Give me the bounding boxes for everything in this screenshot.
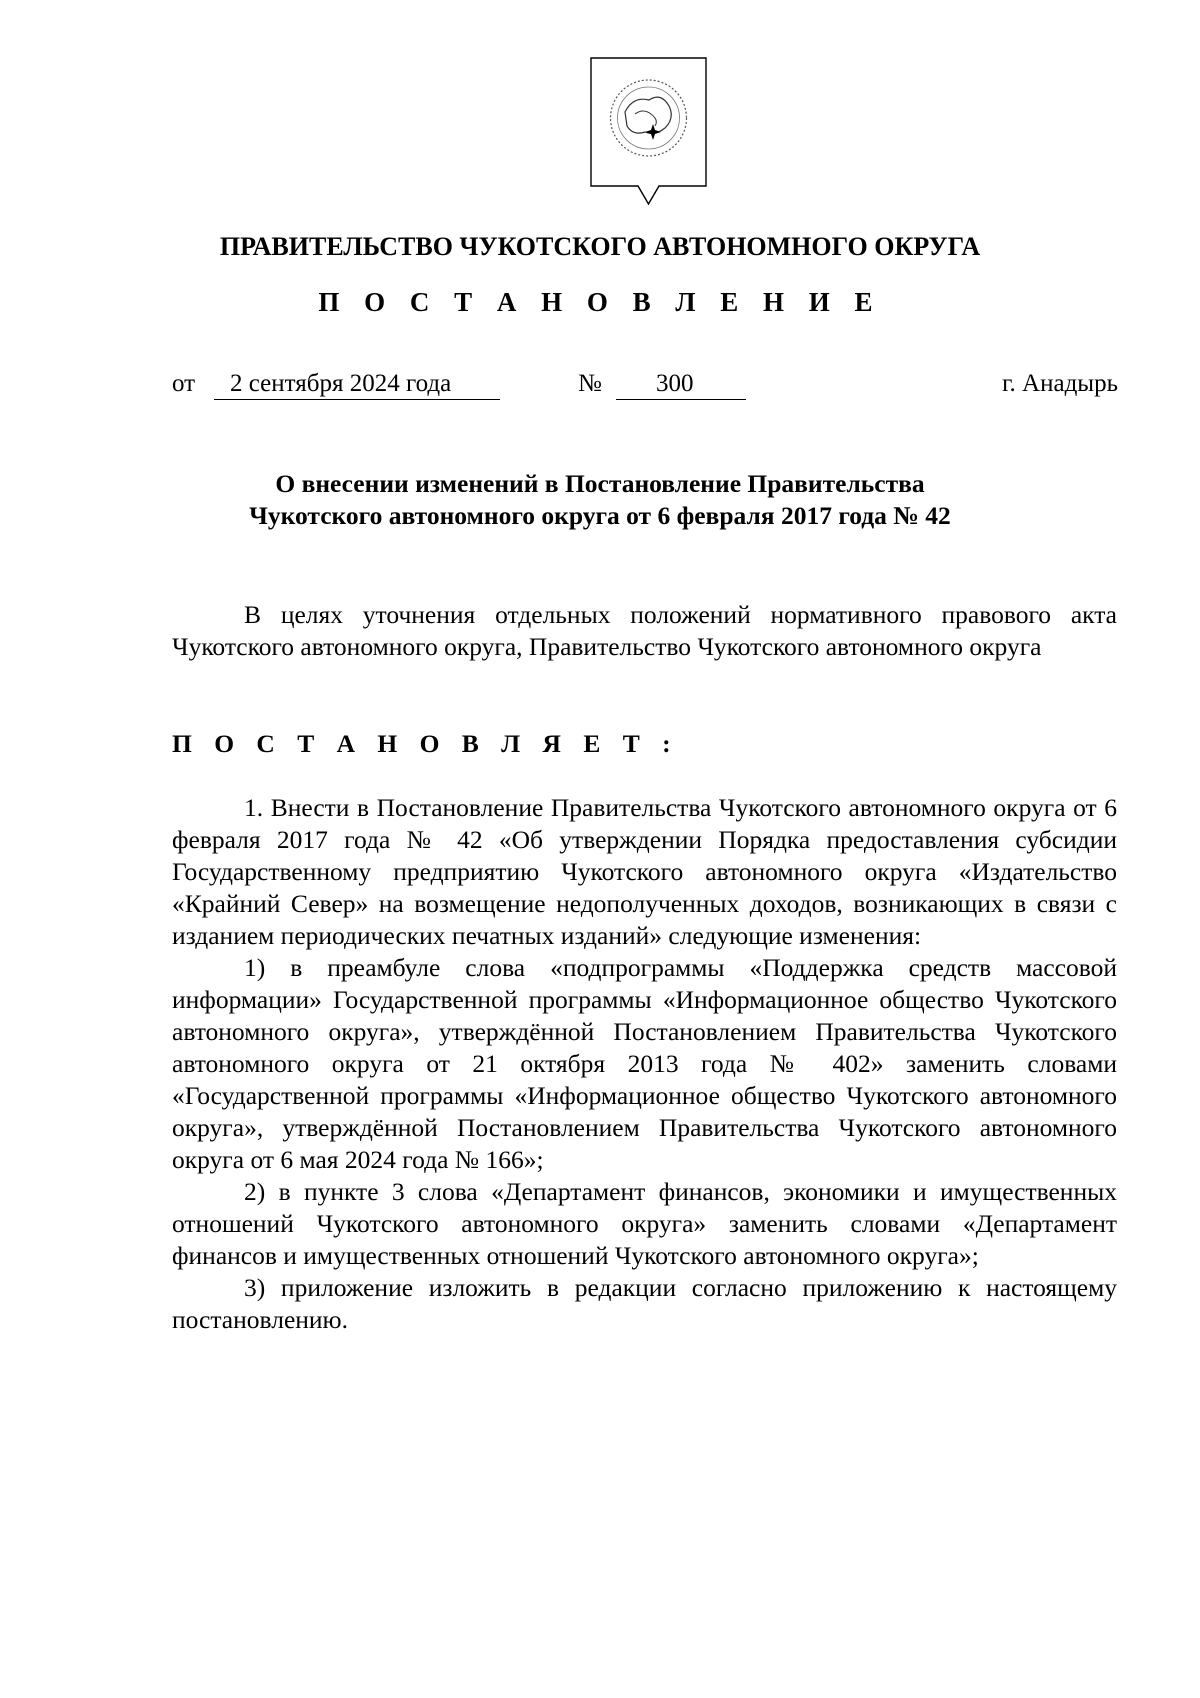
date-prefix-label: от [172,370,196,397]
item-paragraph: 1) в преамбуле слова «подпрограммы «Поддержка средств массовой информации» Государственной программы «Информационное общество Чукотского автономного округа», утверждённой Постановлением Правительства Чукотского автономного округа от 21 октября 2013 года № 402» заменить словами «Государственной программы «Информационное общество Чукотского автономного округа», утверждённой Постановлением Правительства Чукотского автономного округа от 6 мая 2024 года № 166»; [172,953,1117,1174]
item-paragraph: 1. Внести в Постановление Правительства Чукотского автономного округа от 6 февраля 2017 года № 42 «Об утверждении Порядка предоставления субсидии Государственному предприятию Чукотского автономного округа «Издательство «Крайний Север» на возмещение недополученных доходов, возникающих в связи с изданием периодических печатных изданий» следующие изменения: [172,793,1117,950]
subject-line-2: Чукотского автономного округа от 6 февраля 2017 года № 42 [249,501,951,530]
document-date: 2 сентября 2024 года [214,368,500,400]
preamble-section [172,599,1117,663]
preamble-paragraph: В целях уточнения отдельных положений нормативного правового акта Чукотского автономного округа, Правительство Чукотского автономного округа [172,600,1117,661]
item-paragraph: 2) в пункте 3 слова «Департамент финансов, экономики и имущественных отношений Чукотского автономного округа» заменить словами «Департамент финансов и имущественных отношений Чукотского автономного округа»; [172,1177,1117,1270]
document-number: 300 [616,368,746,400]
subject-line-1: О внесении изменений в Постановление Правительства [275,469,925,498]
coat-of-arms-emblem [589,56,708,208]
resolution-items [172,792,1117,1336]
issue-city: г. Анадырь [1002,370,1118,397]
number-label: № [578,370,602,397]
resolves-heading: П О С Т А Н О В Л Я Е Т : [172,729,679,758]
document-type: П О С Т А Н О В Л Е Н И Е [318,287,882,317]
item-paragraph: 3) приложение изложить в редакции согласно приложению к настоящему постановлению. [172,1273,1117,1334]
issuing-authority: ПРАВИТЕЛЬСТВО ЧУКОТСКОГО АВТОНОМНОГО ОКРУГА [219,232,981,261]
document-subject [0,468,1200,532]
